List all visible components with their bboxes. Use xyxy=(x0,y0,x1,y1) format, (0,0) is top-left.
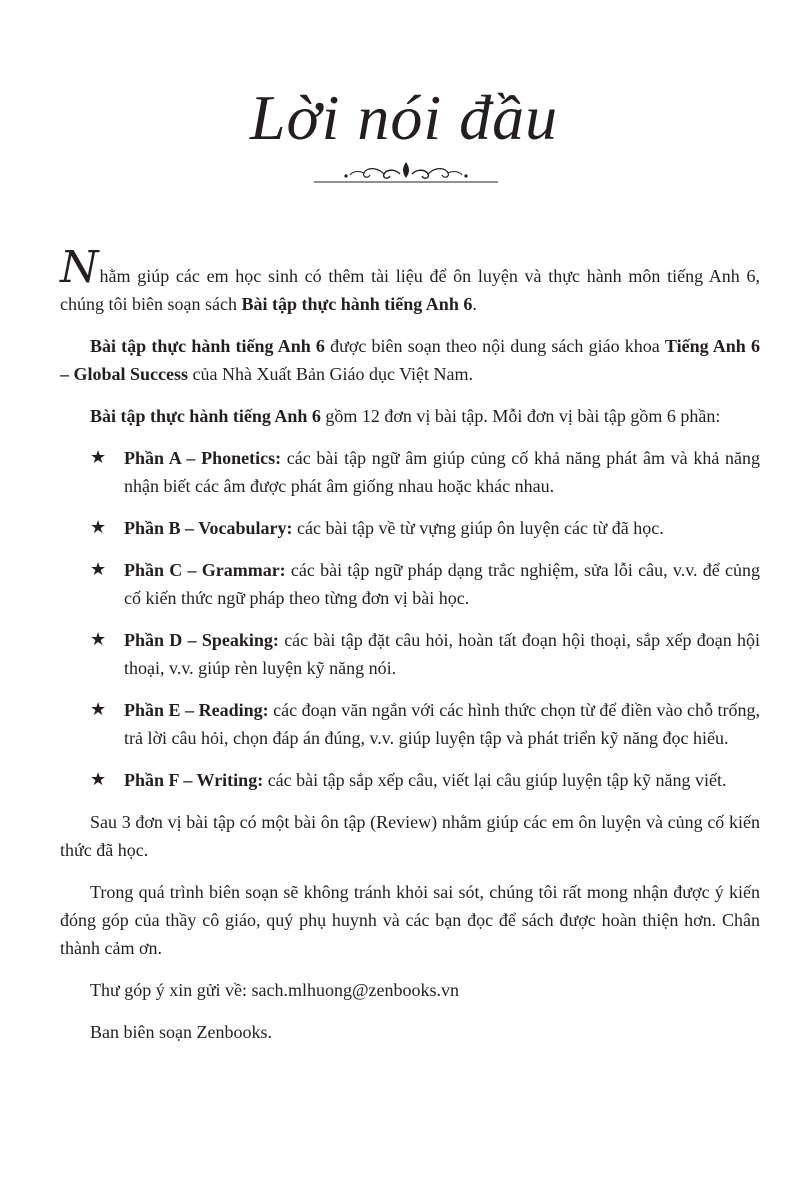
page-title: Lời nói đầu xyxy=(249,82,559,153)
drop-cap: N xyxy=(60,242,99,293)
parts-list xyxy=(60,444,760,794)
list-item: ★ Phần F – Writing: các bài tập sắp xếp câu, viết lại câu giúp luyện tập kỹ năng viết. xyxy=(60,766,760,794)
part-label: Phần A – Phonetics: xyxy=(124,448,282,468)
part-label: Phần D – Speaking: xyxy=(124,630,279,650)
contact-paragraph: Thư góp ý xin gửi về: sach.mlhuong@zenbooks.vn xyxy=(90,980,460,1000)
list-item: ★ Phần B – Vocabulary: các bài tập về từ vựng giúp ôn luyện các từ đã học. xyxy=(60,514,760,542)
textbook-paragraph: Bài tập thực hành tiếng Anh 6 được biên soạn theo nội dung sách giáo khoa Tiếng Anh 6 – Global Success của Nhà Xuất Bản Giáo dục Việt Nam. xyxy=(60,336,760,384)
list-item: ★ Phần A – Phonetics: các bài tập ngữ âm giúp củng cố khả năng phát âm và khả năng nhận biết các âm được phát âm giống nhau hoặc khác nhau. xyxy=(60,444,760,500)
list-item: ★ Phần C – Grammar: các bài tập ngữ pháp dạng trắc nghiệm, sửa lỗi câu, v.v. để củng cố kiến thức ngữ pháp theo từng đơn vị bài học. xyxy=(60,556,760,612)
list-item: ★ Phần D – Speaking: các bài tập đặt câu hỏi, hoàn tất đoạn hội thoại, sắp xếp đoạn hội thoại, v.v. giúp rèn luyện kỹ năng nói. xyxy=(60,626,760,682)
list-item: ★ Phần E – Reading: các đoạn văn ngắn với các hình thức chọn từ để điền vào chỗ trống, trả lời câu hỏi, chọn đáp án đúng, v.v. giúp luyện tập và phát triển kỹ năng đọc hiểu. xyxy=(60,696,760,752)
star-icon: ★ xyxy=(90,447,107,468)
star-icon: ★ xyxy=(90,517,107,538)
textbook-name: Tiếng Anh 6 – Global Success xyxy=(60,336,760,384)
signature: Ban biên soạn Zenbooks. xyxy=(90,1022,272,1042)
structure-paragraph: Bài tập thực hành tiếng Anh 6 gồm 12 đơn vị bài tập. Mỗi đơn vị bài tập gồm 6 phần: xyxy=(90,406,721,426)
star-icon: ★ xyxy=(90,699,107,720)
star-icon: ★ xyxy=(90,769,107,790)
review-paragraph: Sau 3 đơn vị bài tập có một bài ôn tập (Review) nhằm giúp các em ôn luyện và củng cố kiến thức đã học. xyxy=(60,812,760,860)
star-icon: ★ xyxy=(90,629,107,650)
part-label: Phần B – Vocabulary: xyxy=(124,518,293,538)
feedback-paragraph: Trong quá trình biên soạn sẽ không tránh khỏi sai sót, chúng tôi rất mong nhận được ý kiến đóng góp của thầy cô giáo, quý phụ huynh và các bạn đọc để sách được hoàn thiện hơn. Chân thành cảm ơn. xyxy=(60,882,760,958)
part-label: Phần F – Writing: xyxy=(124,770,264,790)
intro-paragraph: Nhằm giúp các em học sinh có thêm tài liệu để ôn luyện và thực hành môn tiếng Anh 6, chúng tôi biên soạn sách Bài tập thực hành tiếng Anh 6. xyxy=(60,242,760,314)
part-label: Phần E – Reading: xyxy=(124,700,269,720)
flourish-divider-icon xyxy=(314,158,498,188)
part-label: Phần C – Grammar: xyxy=(124,560,286,580)
book-name: Bài tập thực hành tiếng Anh 6 xyxy=(90,336,325,356)
book-name: Bài tập thực hành tiếng Anh 6 xyxy=(90,406,321,426)
star-icon: ★ xyxy=(90,559,107,580)
book-name: Bài tập thực hành tiếng Anh 6 xyxy=(241,294,473,314)
preface-body xyxy=(60,242,761,1060)
